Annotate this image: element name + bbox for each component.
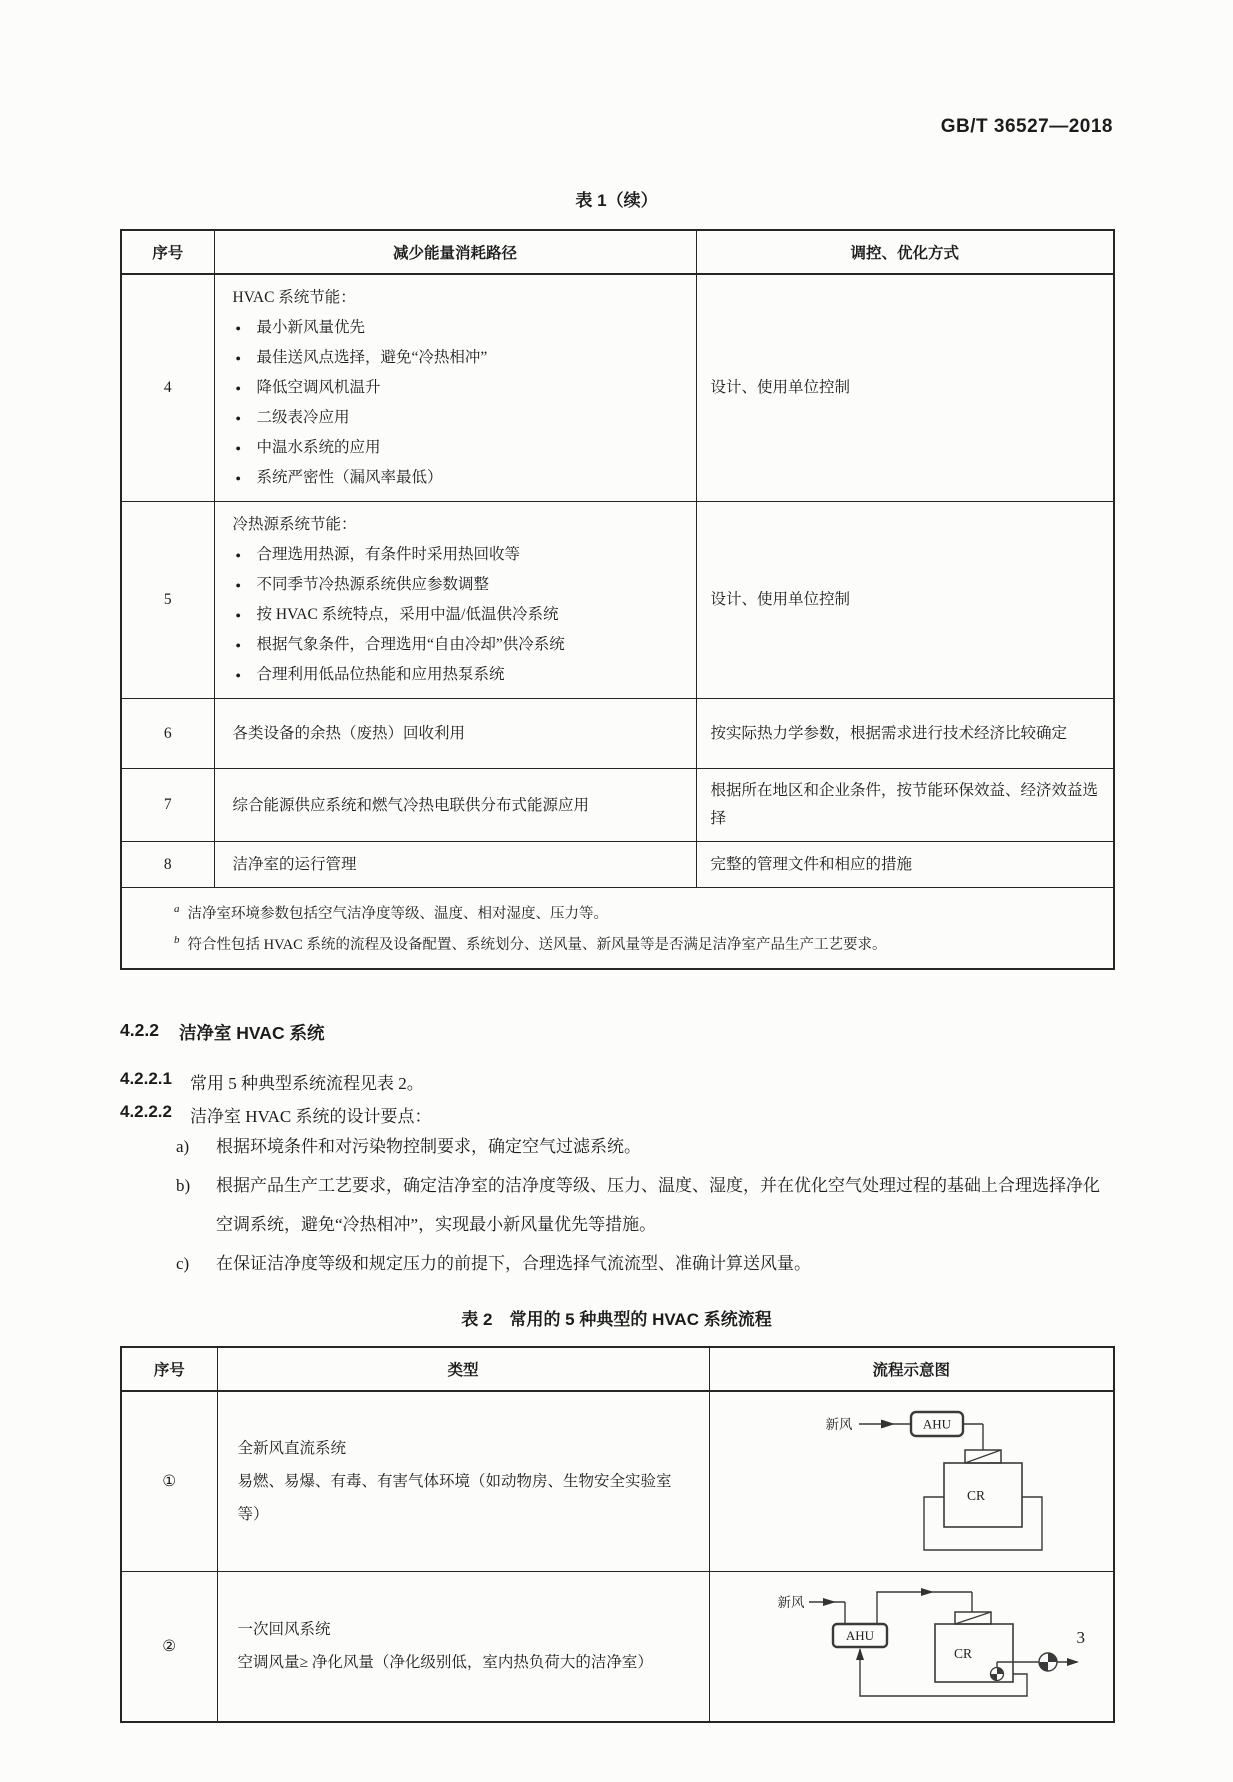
bullet-item: ● 不同季节冷热源系统供应参数调整 [233, 570, 682, 600]
table2-title: 表 2 常用的 5 种典型的 HVAC 系统流程 [461, 1309, 772, 1329]
row-path [214, 502, 696, 699]
table2-header-row [121, 1347, 1114, 1391]
bullet-item: ● 按 HVAC 系统特点，采用中温/低温供冷系统 [233, 600, 682, 630]
row-seq: 7 [121, 769, 214, 842]
row-type [217, 1391, 709, 1572]
design-point-c [176, 1244, 1113, 1283]
clause-text: 常用 5 种典型系统流程见表 2。 [190, 1073, 424, 1093]
page-number: 3 [1076, 1628, 1085, 1647]
fresh-air-label: 新风 [825, 1416, 853, 1432]
item-text: 根据产品生产工艺要求，确定洁净室的洁净度等级、压力、温度、湿度，并在优化空气处理过程的基础上合理选择净化空调系统，避免“冷热相冲”，实现最小新风量优先等措施。 [216, 1175, 1100, 1234]
path-title: 冷热源系统节能： [232, 516, 357, 533]
section-heading [120, 1020, 1113, 1045]
single-return-diagram [739, 1578, 1083, 1710]
table2 [120, 1346, 1115, 1723]
table2-col-diagram: 流程示意图 [709, 1347, 1114, 1391]
bullet-item: ● 降低空调风机温升 [233, 373, 682, 403]
table-row [121, 699, 1114, 769]
item-marker: a) [176, 1136, 190, 1156]
footnote-text: 洁净室环境参数包括空气洁净度等级、温度、相对湿度、压力等。 [187, 905, 608, 922]
cleanroom-label: CR [967, 1487, 986, 1503]
bullet-item: ● 根据气象条件，合理选用“自由冷却”供冷系统 [233, 630, 682, 660]
item-text: 根据环境条件和对污染物控制要求，确定空气过滤系统。 [216, 1136, 641, 1156]
recirculation-fan-icon [991, 1667, 1004, 1680]
clause-text: 洁净室 HVAC 系统的设计要点： [190, 1106, 432, 1126]
bullet-list [233, 313, 682, 493]
flow-diagram-single-return [709, 1571, 1114, 1722]
clause-4222 [120, 1102, 1113, 1127]
bullet-item: ● 系统严密性（漏风率最低） [233, 463, 682, 493]
table-row [121, 1571, 1114, 1722]
row-seq: 5 [121, 502, 214, 699]
table-row [121, 502, 1114, 699]
row-path: 综合能源供应系统和燃气冷热电联供分布式能源应用 [214, 769, 696, 842]
section-title: 洁净室 HVAC 系统 [178, 1022, 325, 1043]
section-number: 4.2.2 [120, 1019, 159, 1040]
footnote-a [168, 896, 1097, 927]
row-control: 设计、使用单位控制 [696, 502, 1114, 699]
ahu-label: AHU [846, 1627, 875, 1643]
flow-arrow [881, 1419, 895, 1428]
content-area [120, 0, 1113, 1723]
table1-title: 表 1（续） [575, 191, 658, 210]
row-seq: 8 [121, 842, 214, 888]
bullet-item: ● 最佳送风点选择，避免“冷热相冲” [233, 343, 682, 373]
hepa-filter-box [965, 1450, 1001, 1463]
table-row [121, 274, 1114, 502]
cleanroom-label: CR [954, 1645, 973, 1661]
bullet-item: ● 合理选用热源，有条件时采用热回收等 [233, 540, 682, 570]
exhaust-arrow [1067, 1658, 1079, 1666]
footnotes-cell [121, 888, 1114, 969]
once-through-diagram [761, 1398, 1061, 1560]
bullet-item: ● 合理利用低品位热能和应用热泵系统 [233, 660, 682, 690]
table1-header-row [121, 230, 1114, 274]
table2-col-type: 类型 [217, 1347, 709, 1391]
row-type [217, 1571, 709, 1722]
footnote-marker: b [174, 933, 180, 946]
standard-code: GB/T 36527—2018 [940, 116, 1113, 137]
exhaust-fan-icon [1039, 1653, 1057, 1671]
table1-col-path: 减少能量消耗路径 [214, 230, 696, 274]
bullet-item: ● 中温水系统的应用 [233, 433, 682, 463]
footnote-b [168, 927, 1097, 958]
bullet-item: ● 最小新风量优先 [233, 313, 682, 343]
duct-lines [809, 1592, 1077, 1696]
footnote-marker: a [174, 903, 180, 915]
row-seq: ① [121, 1391, 217, 1572]
row-control: 设计、使用单位控制 [696, 274, 1114, 502]
ahu-label: AHU [923, 1416, 952, 1432]
table-row [121, 1391, 1114, 1572]
bullet-item: ● 二级表冷应用 [233, 403, 682, 433]
bullet-list [233, 540, 682, 690]
table1-col-control: 调控、优化方式 [696, 230, 1114, 274]
clause-4221 [120, 1069, 1113, 1094]
row-path [214, 274, 696, 502]
row-control: 根据所在地区和企业条件，按节能环保效益、经济效益选择 [696, 769, 1114, 842]
flow-arrow [921, 1588, 934, 1596]
footnote-text: 符合性包括 HVAC 系统的流程及设备配置、系统划分、送风量、新风量等是否满足洁净室产品生产工艺要求。 [187, 936, 887, 953]
system-type-desc: 空调风量≥ 净化风量（净化级别低，室内热负荷大的洁净室） [237, 1654, 653, 1672]
row-path: 洁净室的运行管理 [214, 842, 696, 888]
table1-footnote-row [121, 888, 1114, 969]
path-title: HVAC 系统节能： [232, 289, 356, 306]
flow-diagram-once-through [709, 1391, 1114, 1572]
clause-number: 4.2.2.2 [120, 1101, 172, 1121]
duct-lines [859, 1424, 1042, 1550]
row-seq: 4 [121, 274, 214, 502]
clause-number: 4.2.2.1 [120, 1068, 172, 1088]
system-type-title: 一次回风系统 [237, 1621, 331, 1639]
item-text: 在保证洁净度等级和规定压力的前提下，合理选择气流流型、准确计算送风量。 [216, 1253, 811, 1273]
system-type-title: 全新风直流系统 [237, 1439, 347, 1457]
table2-col-seq: 序号 [121, 1347, 217, 1391]
table1 [120, 229, 1115, 970]
row-control: 完整的管理文件和相应的措施 [696, 842, 1114, 888]
item-marker: c) [176, 1253, 190, 1273]
row-path: 各类设备的余热（废热）回收利用 [214, 699, 696, 769]
system-type-desc: 易燃、易爆、有毒、有害气体环境（如动物房、生物安全实验室等） [237, 1472, 672, 1523]
row-control: 按实际热力学参数，根据需求进行技术经济比较确定 [696, 699, 1114, 769]
item-marker: b) [176, 1175, 191, 1195]
table-row [121, 769, 1114, 842]
table-row [121, 842, 1114, 888]
row-seq: 6 [121, 699, 214, 769]
flow-arrow [823, 1598, 836, 1606]
row-seq: ② [121, 1571, 217, 1722]
hepa-filter-box [955, 1612, 991, 1624]
fresh-air-label: 新风 [777, 1594, 805, 1610]
design-point-b [176, 1166, 1113, 1244]
return-flow-arrow [856, 1648, 864, 1660]
table1-col-seq: 序号 [121, 230, 214, 274]
design-point-a [176, 1127, 1113, 1166]
